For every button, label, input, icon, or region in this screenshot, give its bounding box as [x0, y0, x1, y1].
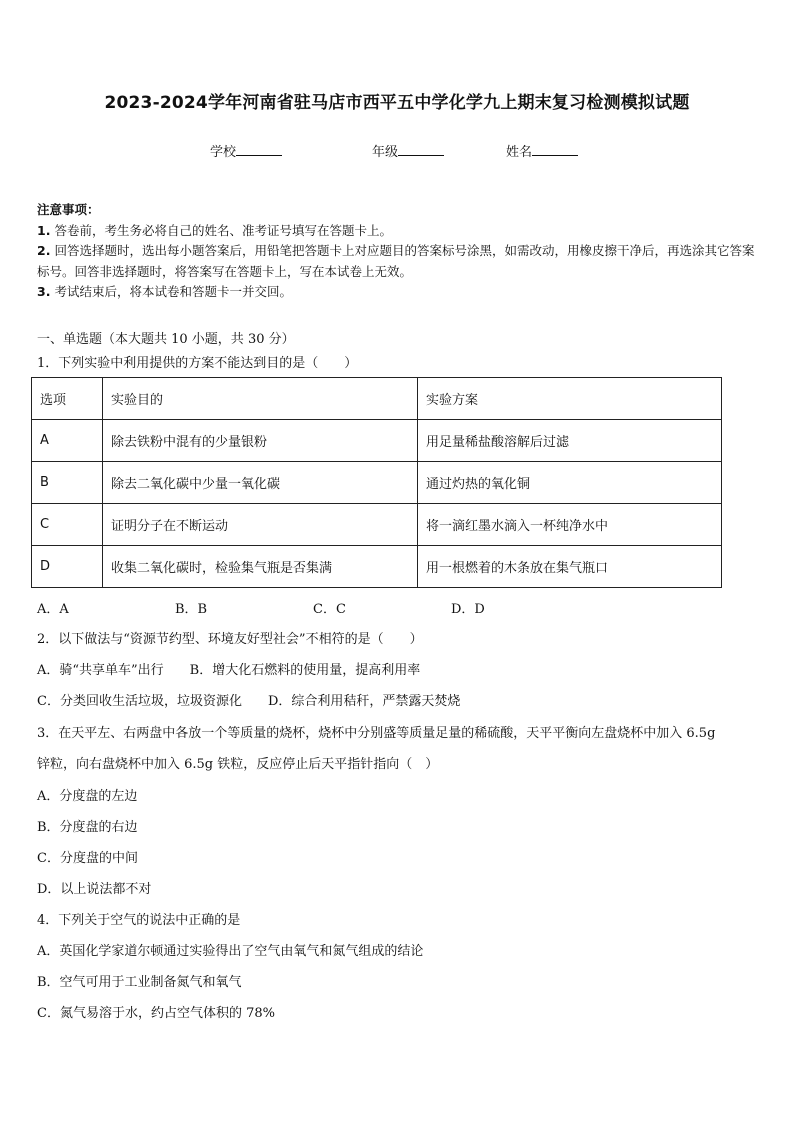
- table-row: [32, 462, 722, 504]
- q3-stem-line-2: 锌粒，向右盘烧杯中加入 6.5g 铁粒，反应停止后天平指针指向（ ）: [37, 757, 439, 772]
- q2-options-line-1: A．骑“共享单车”出行 B．增大化石燃料的使用量，提高利用率: [37, 663, 421, 678]
- q2-options-line-2: C．分类回收生活垃圾，垃圾资源化 D．综合利用秸秆，严禁露天焚烧: [37, 694, 461, 709]
- table-header-cell: 实验目的: [103, 378, 418, 420]
- school-field: [210, 141, 282, 160]
- name-field: [506, 141, 578, 160]
- table-header-cell: 选项: [32, 378, 103, 420]
- table-cell: C: [32, 504, 103, 546]
- table-cell: 通过灼热的氧化铜: [418, 462, 722, 504]
- q3-option-b: B．分度盘的右边: [37, 820, 138, 835]
- table-row: [32, 546, 722, 588]
- name-label: 姓名: [506, 145, 533, 160]
- section-title: 一、单选题（本大题共 10 小题，共 30 分）: [37, 332, 295, 347]
- exam-title: 2023-2024学年河南省驻马店市西平五中学化学九上期末复习检测模拟试题: [104, 93, 690, 113]
- table-cell: 用一根燃着的木条放在集气瓶口: [418, 546, 722, 588]
- q4-option-b: B．空气可用于工业制备氮气和氧气: [37, 975, 242, 990]
- q3-option-a: A．分度盘的左边: [37, 789, 138, 804]
- q1-table: [31, 377, 722, 588]
- table-cell: 收集二氧化碳时，检验集气瓶是否集满: [103, 546, 418, 588]
- notice-item: [37, 221, 759, 242]
- notice-heading: 注意事项：: [37, 202, 100, 217]
- option-a: A．A: [37, 602, 69, 617]
- notice-text: 答卷前，考生务必将自己的姓名、准考证号填写在答题卡上。: [54, 222, 392, 238]
- table-cell: 除去二氧化碳中少量一氧化碳: [103, 462, 418, 504]
- option-c: C．C: [313, 602, 346, 617]
- notice-num: 1.: [37, 222, 51, 238]
- grade-field: [372, 141, 444, 160]
- notice-num: 2.: [37, 243, 51, 258]
- option-b: B．B: [175, 602, 208, 617]
- notice-text: 考试结束后，将本试卷和答题卡一并交回。: [54, 284, 292, 299]
- option-d: D．D: [451, 602, 485, 617]
- grade-label: 年级: [372, 145, 399, 160]
- table-cell: 证明分子在不断运动: [103, 504, 418, 546]
- school-label: 学校: [210, 145, 237, 160]
- notice-num: 3.: [37, 284, 51, 299]
- table-row: [32, 504, 722, 546]
- table-cell: 用足量稀盐酸溶解后过滤: [418, 420, 722, 462]
- grade-blank: [398, 143, 444, 156]
- table-header-row: [32, 378, 722, 420]
- table-row: [32, 420, 722, 462]
- notice-text: 回答选择题时，选出每小题答案后，用铅笔把答题卡上对应题目的答案标号涂黑，如需改动，用橡皮擦干净后，再选涂其它答案标号。回答非选择题时，将答案写在答题卡上，写在本试卷上无效。: [37, 243, 755, 279]
- q3-stem-line-1: 3．在天平左、右两盘中各放一个等质量的烧杯，烧杯中分别盛等质量足量的稀硫酸，天平平衡向左盘烧杯中加入 6.5g: [37, 726, 716, 741]
- table-cell: A: [32, 420, 103, 462]
- q4-stem: 4．下列关于空气的说法中正确的是: [37, 913, 241, 928]
- table-cell: 将一滴红墨水滴入一杯纯净水中: [418, 504, 722, 546]
- notice-item: [37, 241, 759, 282]
- name-blank: [532, 143, 578, 156]
- q3-option-d: D．以上说法都不对: [37, 882, 152, 897]
- table-cell: 除去铁粉中混有的少量银粉: [103, 420, 418, 462]
- notice-item: [37, 282, 759, 303]
- q3-option-c: C．分度盘的中间: [37, 851, 138, 866]
- table-cell: D: [32, 546, 103, 588]
- table-cell: B: [32, 462, 103, 504]
- q2-stem: 2．以下做法与“资源节约型、环境友好型社会”不相符的是（ ）: [37, 632, 423, 647]
- q1-stem: 1．下列实验中利用提供的方案不能达到目的是（ ）: [37, 356, 358, 371]
- notice-block: [37, 200, 759, 303]
- q4-option-c: C．氮气易溶于水，约占空气体积的 78%: [37, 1006, 275, 1021]
- table-header-cell: 实验方案: [418, 378, 722, 420]
- school-blank: [236, 143, 282, 156]
- q4-option-a: A．英国化学家道尔顿通过实验得出了空气由氧气和氮气组成的结论: [37, 944, 424, 959]
